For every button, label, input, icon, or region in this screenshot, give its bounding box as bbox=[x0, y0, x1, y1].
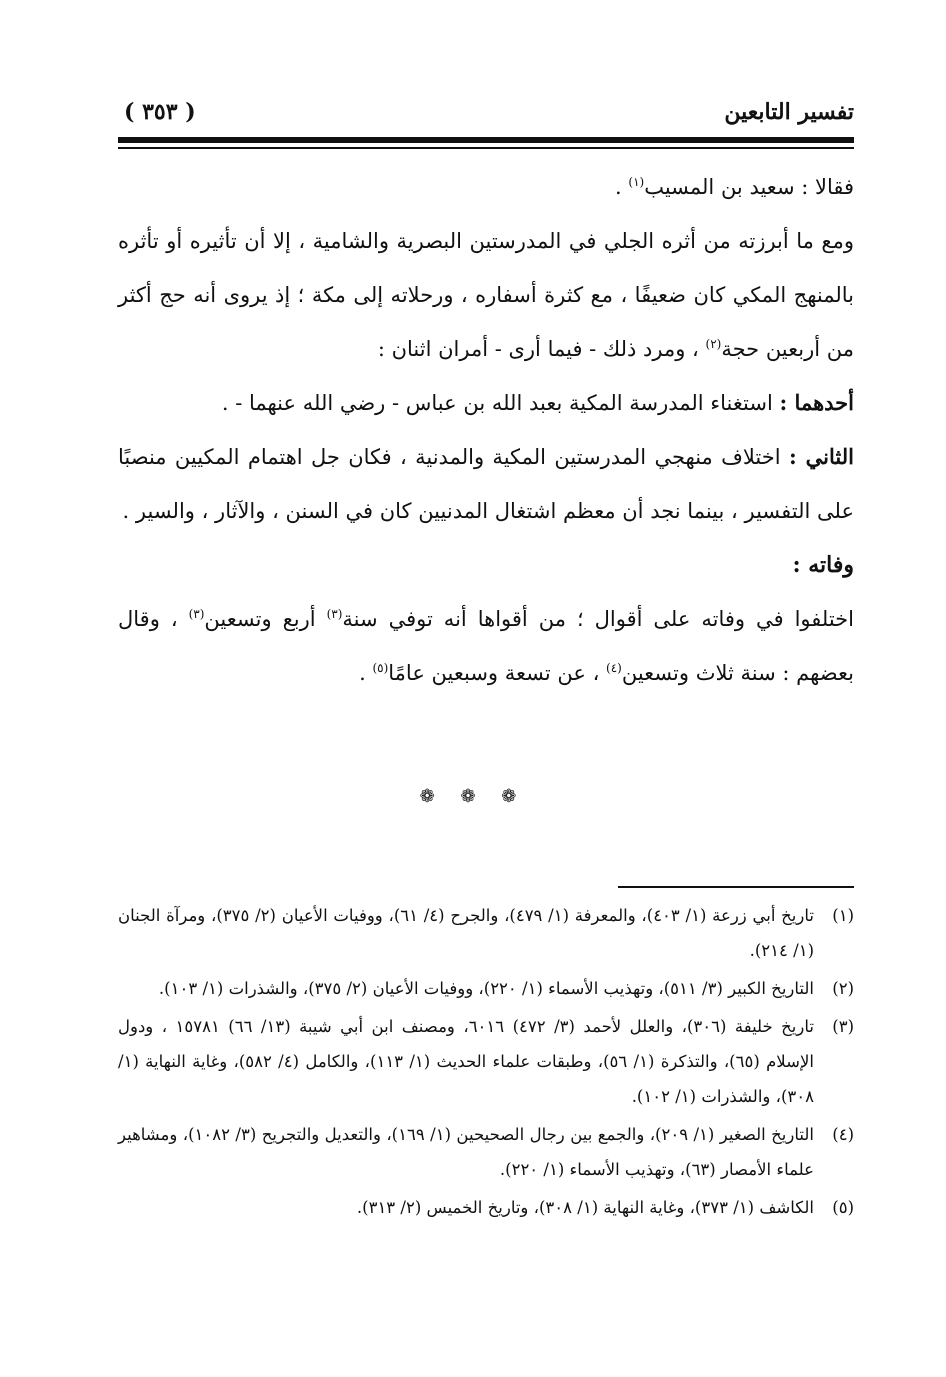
footnote-ref[interactable]: (٣) bbox=[188, 607, 205, 621]
paragraph-label: الثاني : bbox=[788, 444, 854, 469]
page-number: ( ٣٥٣ ) bbox=[124, 99, 196, 125]
paragraph-2: ومع ما أبرزته من أثره الجلي في المدرستين البصرية والشامية ، إلا أن تأثيره أو تأثره بالمنهج المكي كان ضعيفًا ، مع كثرة أسفاره ، ورحلاته إلى مكة ؛ إذ يروى أنه حج أكثر من أربعين حجة$^{(٢)}$ ، ومرد ذلك - فيما أرى - أمران اثنان : bbox=[118, 229, 854, 361]
paragraph-4: الثاني : اختلاف منهجي المدرستين المكية والمدنية ، فكان جل اهتمام المكيين منصبًا على التفسير ، بينما نجد أن معظم اشتغال المدنيين كان في السنن ، والآثار ، والسير . bbox=[118, 444, 854, 523]
footnote-item bbox=[118, 1117, 854, 1187]
section-title: وفاته : bbox=[792, 552, 854, 578]
footnote-item bbox=[118, 1190, 854, 1225]
page-header bbox=[118, 95, 854, 131]
footnote-text: الكاشف (١/ ٣٧٣)، وغاية النهاية (١/ ٣٠٨)، وتاريخ الخميس (٢/ ٣١٣). bbox=[356, 1198, 814, 1217]
footnote-number: (٥) bbox=[832, 1198, 854, 1217]
footnote-ref[interactable]: (١) bbox=[628, 175, 645, 189]
footnote-number: (٢) bbox=[832, 979, 854, 998]
running-title: تفسير التابعين bbox=[724, 99, 854, 125]
paragraph-5: اختلفوا في وفاته على أقوال ؛ من أقواها أنه توفي سنة$^{(٣)}$ أربع وتسعين$^{(٣)}$ ، وقال بعضهم : سنة ثلاث وتسعين$^{(٤)}$ ، عن تسعة وسبعين عامًا$^{(٥)}$ . bbox=[118, 607, 854, 685]
footnote-text: التاريخ الكبير (٣/ ٥١١)، وتهذيب الأسماء (١/ ٢٢٠)، ووفيات الأعيان (٢/ ٣٧٥)، والشذرات (١/ ١٠٣). bbox=[158, 979, 814, 998]
footnote-ref[interactable]: (٣) bbox=[326, 607, 343, 621]
footnote-ref[interactable]: (٥) bbox=[372, 661, 389, 675]
paragraph-1: فقالا : سعيد بن المسيب$^{(١)}$ . bbox=[615, 175, 854, 199]
footnote-text: التاريخ الصغير (١/ ٢٠٩)، والجمع بين رجال الصحيحين (١/ ١٦٩)، والتعديل والتجريح (٣/ ١٠٨٢)، ومشاهير علماء الأمصار (٦٣)، وتهذيب الأسماء (١/ ٢٢٠). bbox=[118, 1125, 814, 1179]
footnotes bbox=[118, 898, 854, 1228]
footnote-text: تاريخ خليفة (٣٠٦)، والعلل لأحمد (٣/ ٤٧٢) ٦٠١٦، ومصنف ابن أبي شيبة (١٣/ ٦٦) ١٥٧٨١ ، ودول الإسلام (٦٥)، والتذكرة (١/ ٥٦)، وطبقات علماء الحديث (١/ ١١٣)، والكامل (٤/ ٥٨٢)، وغاية النهاية (١/ ٣٠٨)، والشذرات (١/ ١٠٢). bbox=[118, 1017, 814, 1106]
footnote-number: (١) bbox=[832, 906, 854, 925]
footnote-number: (٣) bbox=[832, 1017, 854, 1036]
paragraph-label: أحدهما : bbox=[779, 390, 854, 415]
footnote-text: تاريخ أبي زرعة (١/ ٤٠٣)، والمعرفة (١/ ٤٧٩)، والجرح (٤/ ٦١)، ووفيات الأعيان (٢/ ٣٧٥)، ومرآة الجنان (١/ ٢١٤). bbox=[118, 906, 814, 960]
footnote-item bbox=[118, 898, 854, 968]
main-text bbox=[118, 160, 854, 700]
footnote-item bbox=[118, 971, 854, 1006]
footnote-ref[interactable]: (٢) bbox=[705, 337, 722, 351]
footnote-ref[interactable]: (٤) bbox=[606, 661, 622, 675]
paragraph-3: أحدهما : استغناء المدرسة المكية بعبد الله بن عباس - رضي الله عنهما - . bbox=[221, 390, 854, 415]
footnote-number: (٤) bbox=[832, 1125, 854, 1144]
footnote-item bbox=[118, 1009, 854, 1114]
header-rule-thick bbox=[118, 137, 854, 143]
footnote-separator bbox=[618, 886, 854, 888]
section-ornament: ❁ ❁ ❁ bbox=[419, 786, 527, 807]
header-rule-thin bbox=[118, 147, 854, 149]
